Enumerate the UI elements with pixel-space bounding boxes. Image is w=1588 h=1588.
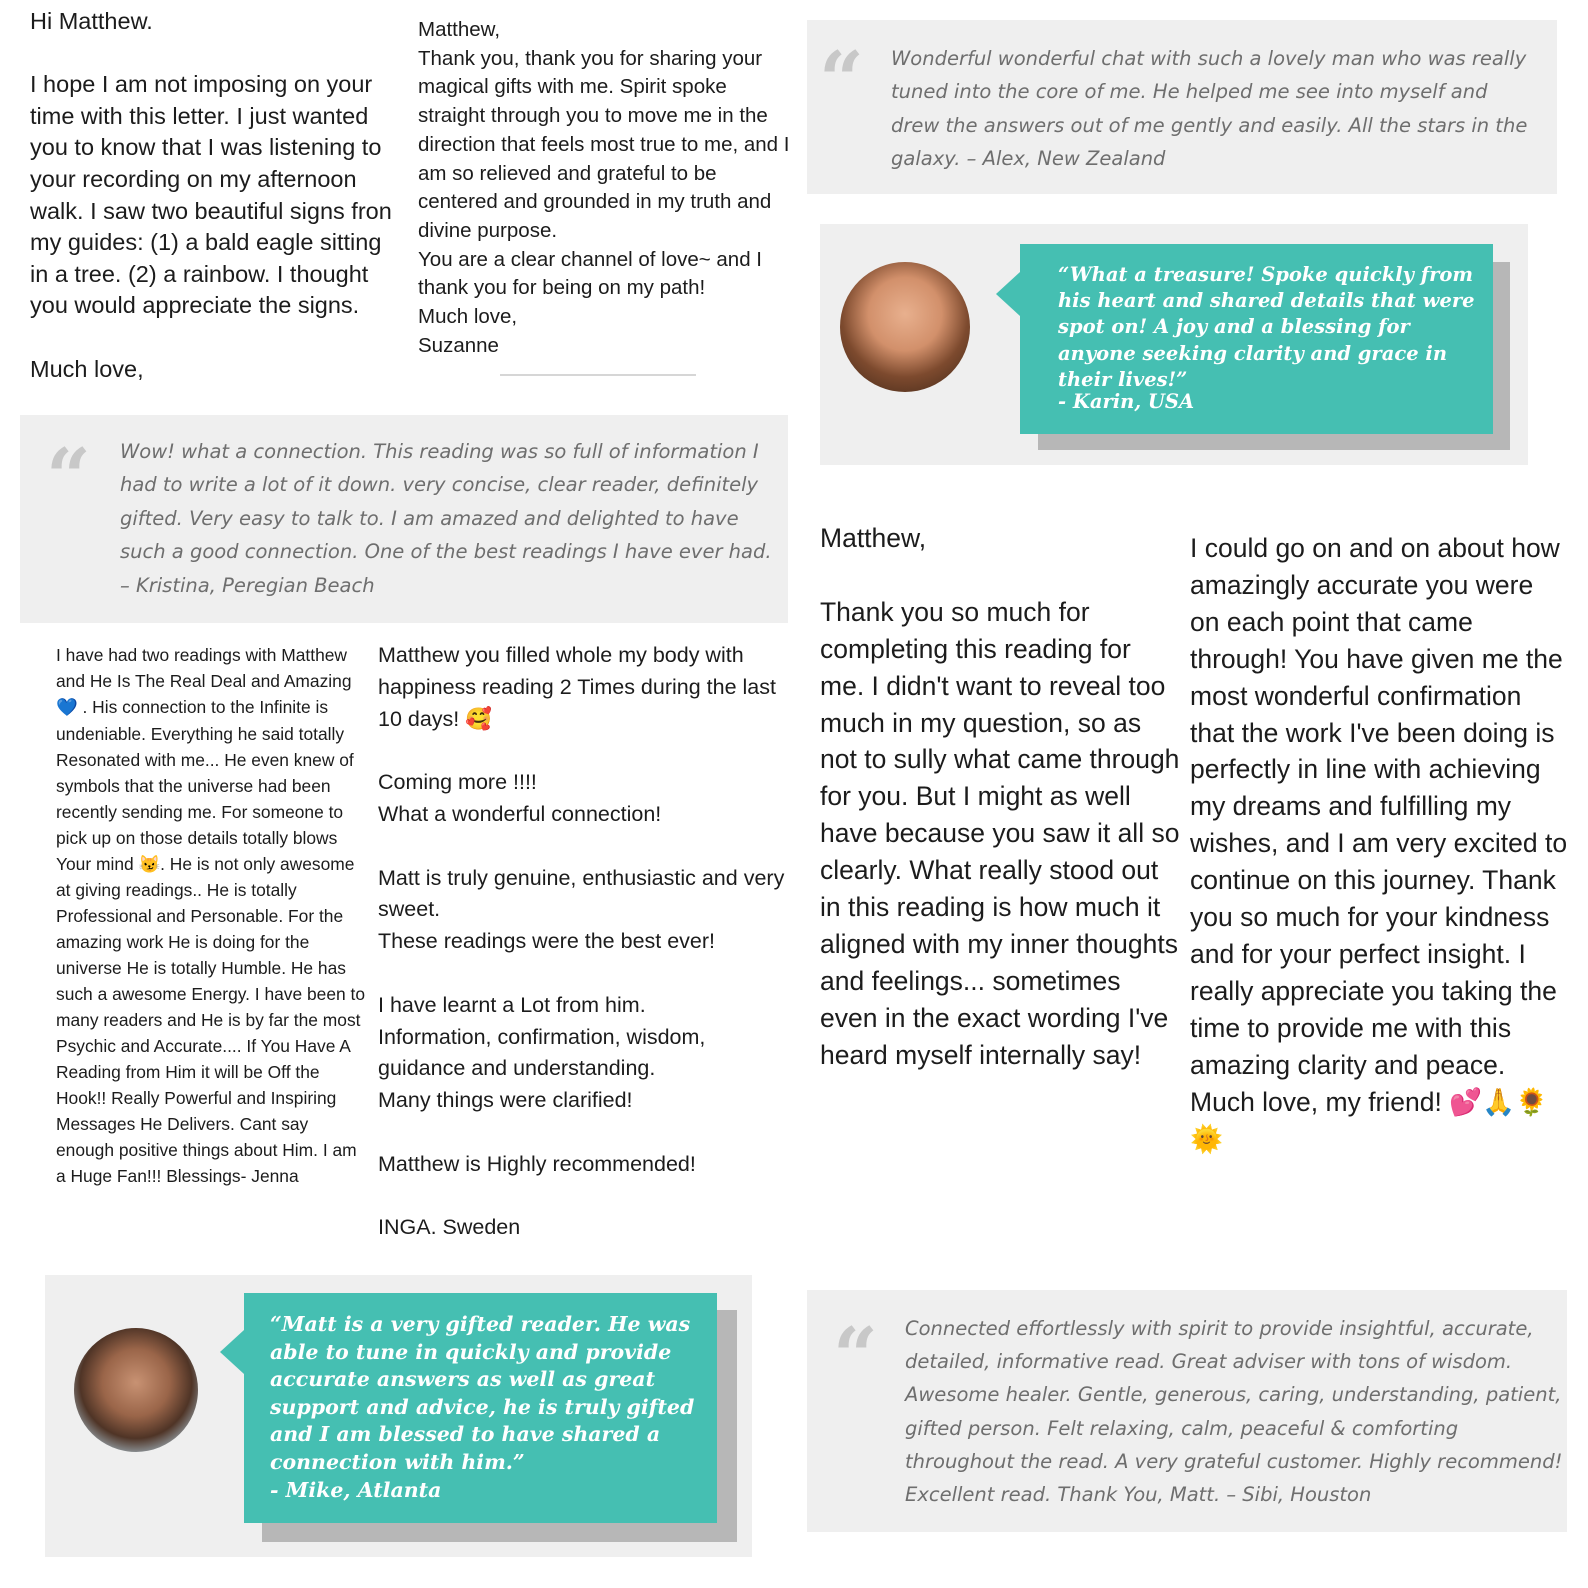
testimonial-mike-bubble bbox=[244, 1293, 717, 1523]
testimonial-alex-text: Wonderful wonderful chat with such a lovely man who was really tuned into the core of me. He helped me see into myself and drew the answers out of me gently and easily. All the stars in the galaxy. – Alex, New Zealand bbox=[891, 47, 1528, 171]
testimonial-alex bbox=[807, 20, 1557, 194]
speech-arrow-icon bbox=[220, 1330, 244, 1374]
letter-matthew-thank-you: Matthew, Thank you so much for completing this reading for me. I didn't want to reveal too much in my question, so as not to sully what came through for you. But I might as well have because you saw it all so clearly. What really stood out in this reading is how much it aligned with my inner thoughts and feelings... sometimes even in the exact wording I've heard myself internally say! bbox=[820, 523, 1180, 1070]
letter-jenna-text-1: I have had two readings with Matthew and He Is The Real Deal and Amazing bbox=[56, 645, 352, 691]
quote-mark-icon: “ bbox=[819, 35, 864, 126]
testimonial-karin-bubble bbox=[1020, 244, 1493, 434]
letter-go-on-and-on: I could go on and on about how amazingly accurate you were on each point that came through! You have given me the most wonderful confirmation that the work I've been doing is perfectly in line with achieving my dreams and fulfilling my wishes, and I am very excited to continue on this journey. Thank you so much for your kindness and for your perfect insight. I really appreciate you taking the time to provide me with this amazing clarity and peace. Much love, my friend! 💕🙏🌻🌞 bbox=[1190, 533, 1568, 1154]
avatar-mike bbox=[74, 1328, 198, 1452]
testimonial-kristina bbox=[20, 415, 788, 623]
testimonial-mike-quote: “Matt is a very gifted reader. He was able to tune in quickly and provide accurate answers as well as great support and advice, he is truly gifted and I am blessed to have shared a connection with him.” bbox=[270, 1312, 695, 1474]
avatar-karin bbox=[840, 262, 970, 392]
letter-inga: Matthew you filled whole my body with happiness reading 2 Times during the last 10 days! 🥰 Coming more !!!! What a wonderful connection! Matt is truly genuine, enthusiastic and very sweet. These readings were the best ever! I have learnt a Lot from him. Information, confirmation, wisdom, guidance and understanding. Many things were clarified! Matthew is Highly recommended! INGA. Sweden bbox=[378, 643, 785, 1240]
testimonial-kristina-text: Wow! what a connection. This reading was so full of information I had to write a lot of it down. very concise, clear reader, definitely gifted. Very easy to talk to. I am amazed and delighted to have such a good connection. One of the best readings I have ever had. – Kristina, Peregian Beach bbox=[120, 440, 772, 597]
letter-jenna bbox=[56, 642, 366, 1189]
testimonial-sibi bbox=[807, 1290, 1567, 1532]
divider bbox=[500, 374, 696, 376]
testimonial-mike-author: - Mike, Atlanta bbox=[270, 1478, 442, 1502]
letter-jenna-text-2: . His connection to the Infinite is undeniable. Everything he said totally Resonated with me... He even knew of symbols that the universe had been recently sending me. For someone to pick up on those details totally blows Your mind 😼. He is not only awesome at giving readings.. He is totally Professional and Personable. For the amazing work He is doing for the universe He is totally Humble. He has such a awesome Energy. I have been to many readers and He is by far the most Psychic and Accurate.... If You Have A Reading from Him it will be Off the Hook!! Really Powerful and Inspiring Messages He Delivers. Cant say enough positive things about Him. I am a Huge Fan!!! Blessings- Jenna bbox=[56, 697, 366, 1186]
speech-arrow-icon bbox=[996, 272, 1020, 316]
letter-hi-matthew: Hi Matthew. I hope I am not imposing on your time with this letter. I just wanted you to know that I was listening to your recording on my afternoon walk. I saw two beautiful signs fron my guides: (1) a bald eagle sitting in a tree. (2) a rainbow. I thought you would appreciate the signs. Much love, bbox=[30, 8, 392, 382]
testimonial-sibi-text: Connected effortlessly with spirit to provide insightful, accurate, detailed, informative read. Great adviser with tons of wisdom. Awesome healer. Gentle, generous, caring, understanding, patient, gifted person. Felt relaxing, calm, peaceful & comforting throughout the read. A very grateful customer. Highly recommend! Excellent read. Thank You, Matt. – Sibi, Houston bbox=[905, 1317, 1563, 1507]
quote-mark-icon: “ bbox=[46, 432, 91, 523]
blue-heart-icon: 💙 bbox=[56, 698, 78, 718]
quote-mark-icon: “ bbox=[833, 1311, 878, 1402]
letter-suzanne: Matthew, Thank you, thank you for sharing your magical gifts with me. Spirit spoke straight through you to move me in the direction that feels most true to me, and I am so relieved and grateful to be centered and grounded in my truth and divine purpose. You are a clear channel of love~ and I thank you for being on my path! Much love, Suzanne bbox=[418, 18, 790, 357]
testimonial-karin-author: - Karin, USA bbox=[1058, 390, 1195, 413]
testimonial-karin-quote: “What a treasure! Spoke quickly from his heart and shared details that were spot on! A joy and a blessing for anyone seeking clarity and grace in their lives!” bbox=[1058, 263, 1475, 391]
